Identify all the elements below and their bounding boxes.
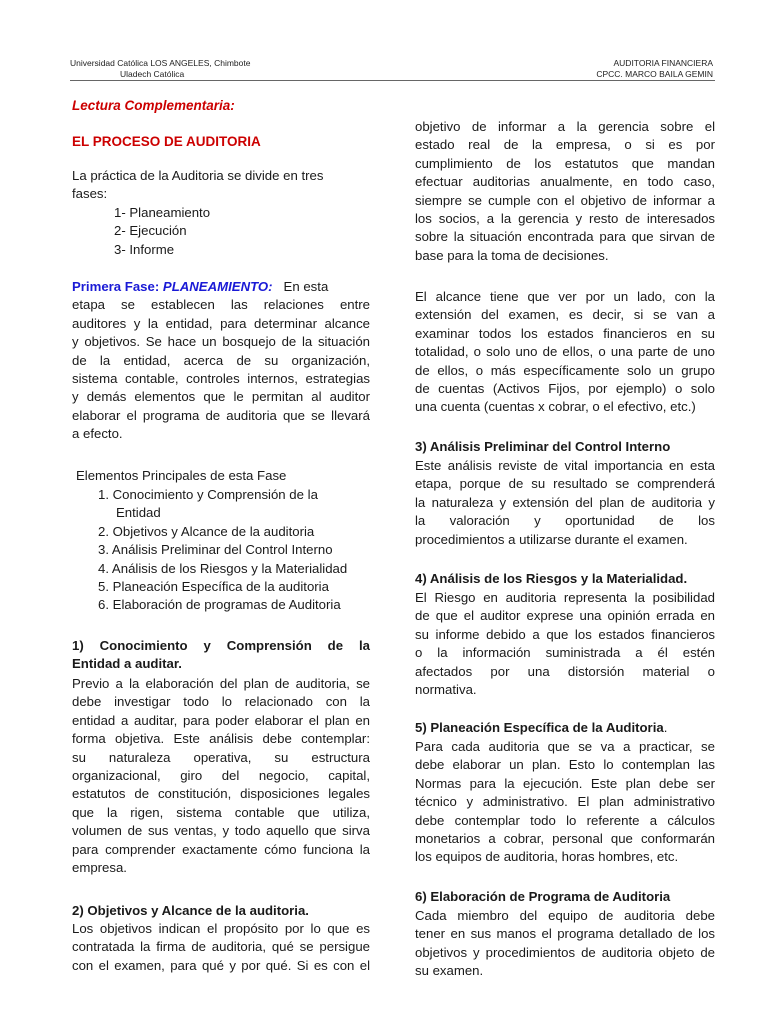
- header-university: Universidad Católica LOS ANGELES, Chimbote: [70, 58, 251, 68]
- elemento-item: 4. Análisis de los Riesgos y la Materialidad: [98, 560, 348, 576]
- elemento-item: 3. Análisis Preliminar del Control Interno: [98, 542, 333, 558]
- phase-item: 1- Planeamiento: [114, 205, 211, 220]
- section1-body: Previo a la elaboración del plan de auditoria, se debe investigar todo lo relacionado con la entidad a auditar, para poder elaborar el plan en forma objetiva. Este análisis debe contemplar: su naturaleza operativa, su estructura organizacional, giro del negocio, capital, estatutos de constitución, disposiciones legales que la rigen, sistema contable que utiliza, volumen de sus ventas, y todo aquello que sirva para comprender exactamente cómo funciona la empresa.: [72, 676, 370, 876]
- section1-heading: 1) Conocimiento y Comprensión de la Entidad a auditar.: [72, 638, 370, 672]
- section4-heading: 4) Análisis de los Riesgos y la Materialidad.: [415, 571, 688, 586]
- elementos-list: [98, 486, 347, 615]
- intro-paragraph: La práctica de la Auditoria se divide en tres fases:: [72, 168, 324, 202]
- lectura-label: Lectura Complementaria:: [72, 98, 235, 113]
- primera-fase-label: Primera Fase:: [72, 279, 160, 294]
- elemento-item: 5. Planeación Específica de la auditoria: [98, 579, 329, 595]
- phases-list: [114, 204, 210, 259]
- section6-body: Cada miembro del equipo de auditoria debe tener en sus manos el programa detallado de los objetivos y procedimientos de auditoria objeto de su examen.: [415, 908, 715, 979]
- alcance-paragraph: El alcance tiene que ver por un lado, con la extensión del examen, es decir, si se van a examinar todos los estados financieros en su totalidad, o solo uno de ellos, o una parte de uno de ellos, o más específicamente solo un grupo de cuentas (Activos Fijos, por ejemplo) o solo una cuenta (cuentas x cobrar, o el efectivo, etc.): [415, 289, 715, 415]
- elementos-title: Elementos Principales de esta Fase: [76, 468, 287, 483]
- objetivo-paragraph: objetivo de informar a la gerencia sobre el estado real de la empresa, o si es por cumplimiento de los estatutos que mandan efectuar auditorias anualmente, en todo caso, siempre se cumple con el objetivo de informar a los socios, a la gerencia y resto de interesados sobre la situación encontrada para que sirvan de base para la toma de decisiones.: [415, 119, 715, 263]
- section5-heading: 5) Planeación Específica de la Auditoria.: [415, 720, 668, 735]
- header-course: AUDITORIA FINANCIERA: [613, 58, 713, 68]
- section4-body: El Riesgo en auditoria representa la posibilidad de que el auditor exprese una opinión errada en su informe debido a que los estados financieros o la información suministrada a él estén afectados por una distorsión material o normativa.: [415, 590, 715, 698]
- header-uladech: Uladech Católica: [120, 69, 185, 79]
- header-teacher: CPCC. MARCO BAILA GEMIN: [596, 69, 713, 79]
- primera-fase-paragraph: Primera Fase: PLANEAMIENTO: En esta etapa se establecen las relaciones entre auditores y la entidad, para determinar alcance y objetivos. Se hace un bosquejo de la situación de la entidad, acerca de su organización, sistema contable, controles internos, estrategias y demás elementos que le permitan al auditor elaborar el programa de auditoria que se llevará a efecto.: [72, 279, 370, 442]
- elemento-item: Entidad: [116, 505, 161, 521]
- elemento-item: 6. Elaboración de programas de Auditoria: [98, 597, 341, 613]
- section5-body: Para cada auditoria que se va a practicar, se debe elaborar un plan. Esto lo contemplan las Normas para la ejecución. Este plan debe ser técnico y administrativo. El plan administrativo debe contemplar todo lo referente a cálculos monetarios a cobrar, personal que conformarán los equipos de auditoria, horas hombres, etc.: [415, 739, 715, 865]
- phase-item: 3- Informe: [114, 241, 175, 257]
- section3-body: Este análisis reviste de vital importancia en esta etapa, porque de su resultado se comprenderá la naturaleza y extensión del plan de auditoria y la valoración y oportunidad de los procedimientos a utilizarse durante el examen.: [415, 458, 715, 547]
- planeamiento-label: PLANEAMIENTO:: [162, 279, 273, 294]
- document-title: EL PROCESO DE AUDITORIA: [72, 134, 261, 149]
- elemento-item: 2. Objetivos y Alcance de la auditoria: [98, 523, 315, 539]
- elemento-item: 1. Conocimiento y Comprensión de la: [98, 487, 318, 502]
- header-rule: [70, 80, 715, 81]
- section3-heading: 3) Análisis Preliminar del Control Interno: [415, 439, 671, 454]
- phase-item: 2- Ejecución: [114, 223, 187, 239]
- section2-body: Los objetivos indican el propósito por lo que es contratada la firma de auditoria, qué se persigue con el examen, para qué y por qué. Si es con el: [72, 921, 370, 973]
- section6-heading: 6) Elaboración de Programa de Auditoria: [415, 889, 671, 904]
- section2-heading: 2) Objetivos y Alcance de la auditoria.: [72, 903, 309, 918]
